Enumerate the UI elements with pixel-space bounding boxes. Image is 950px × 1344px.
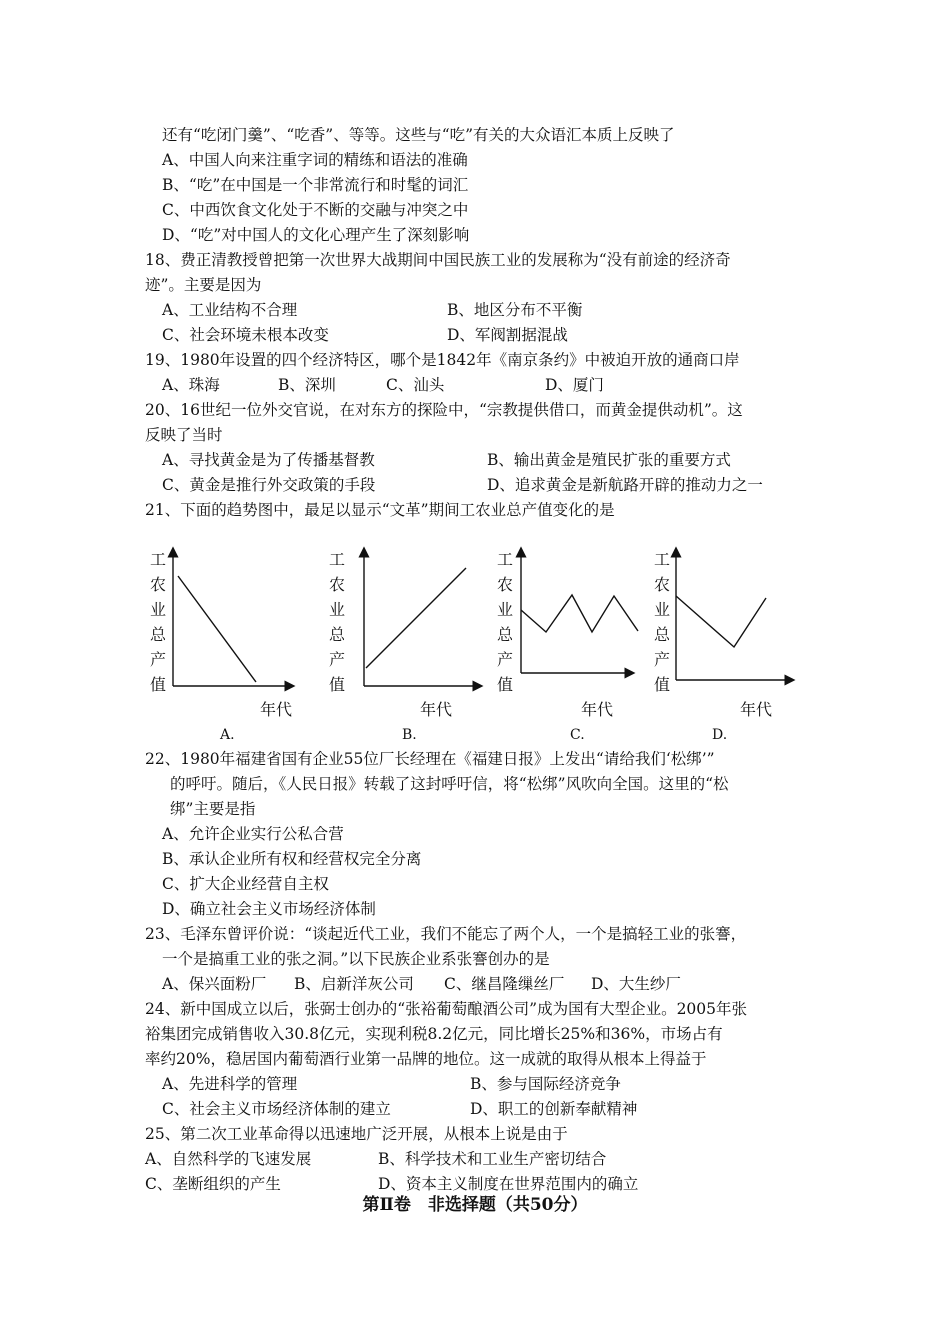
q19-stem: 19、1980年设置的四个经济特区，哪个是1842年《南京条约》中被迫开放的通商口岸 [145, 351, 740, 369]
q22-option-a[interactable]: A、允许企业实行公私合营 [162, 825, 344, 843]
chart-c-ylabel-char-4: 总 [497, 625, 514, 644]
chart-d-xlabel: 年代 [740, 700, 773, 719]
q23-option-b[interactable]: B、启新洋灰公司 [294, 975, 414, 993]
chart-b[interactable] [329, 550, 478, 743]
q18-option-d[interactable]: D、军阀割据混战 [447, 326, 568, 344]
q19-option-a[interactable]: A、珠海 [162, 376, 220, 394]
q19-option-b[interactable]: B、深圳 [278, 376, 336, 394]
chart-a-ylabel-char-1: 工 [150, 550, 167, 569]
q24-option-b[interactable]: B、参与国际经济竞争 [470, 1075, 621, 1093]
q22-option-d[interactable]: D、确立社会主义市场经济体制 [162, 900, 376, 918]
trend-charts [140, 540, 810, 745]
q20-option-b[interactable]: B、输出黄金是殖民扩张的重要方式 [487, 451, 731, 469]
q17-option-d[interactable]: D、“吃”对中国人的文化心理产生了深刻影响 [162, 226, 470, 244]
q22-stem-line2: 的呼吁。随后，《人民日报》转载了这封呼吁信，将“松绑”风吹向全国。这里的“松 [170, 775, 729, 793]
chart-a-series-line [178, 576, 256, 682]
chart-c-xlabel: 年代 [581, 700, 614, 719]
chart-d-ylabel-char-2: 农 [654, 575, 671, 594]
q24-stem-line2: 裕集团完成销售收入30.8亿元，实现利税8.2亿元，同比增长25%和36%，市场占有 [145, 1025, 723, 1043]
q24-stem-line1: 24、新中国成立以后，张弼士创办的“张裕葡萄酿酒公司”成为国有大型企业。2005年张 [145, 1000, 748, 1018]
q22-stem-line1: 22、1980年福建省国有企业55位厂长经理在《福建日报》上发出“请给我们‘松绑’” [145, 750, 715, 768]
q18-option-c[interactable]: C、社会环境未根本改变 [162, 326, 329, 344]
chart-c-ylabel-char-2: 农 [497, 575, 514, 594]
q20-option-a[interactable]: A、寻找黄金是为了传播基督教 [162, 451, 375, 469]
chart-a-label: A. [220, 727, 235, 743]
chart-c-series-line [521, 595, 638, 632]
chart-c-ylabel-char-6: 值 [497, 675, 514, 694]
chart-b-ylabel-char-4: 总 [329, 625, 346, 644]
chart-d-label: D. [712, 727, 728, 743]
q24-option-c[interactable]: C、社会主义市场经济体制的建立 [162, 1100, 391, 1118]
q25-stem: 25、第二次工业革命得以迅速地广泛开展，从根本上说是由于 [145, 1125, 568, 1143]
chart-a[interactable] [150, 550, 292, 743]
q18-option-a[interactable]: A、工业结构不合理 [162, 301, 298, 319]
q23-stem-line1: 23、毛泽东曾评价说：“谈起近代工业，我们不能忘了两个人，一个是搞轻工业的张謇， [145, 925, 747, 943]
chart-d-ylabel-char-4: 总 [654, 625, 671, 644]
chart-b-ylabel-char-1: 工 [329, 550, 346, 569]
q19-option-d[interactable]: D、厦门 [545, 376, 604, 394]
q19-option-c[interactable]: C、汕头 [386, 376, 445, 394]
chart-c-ylabel-char-3: 业 [497, 600, 514, 619]
chart-c-label: C. [570, 727, 585, 743]
chart-b-ylabel-char-3: 业 [329, 600, 346, 619]
chart-d-series-line [676, 596, 766, 647]
chart-d-ylabel-char-6: 值 [654, 675, 671, 694]
q17-stem-continuation: 还有“吃闭门羹”、“吃香”、等等。这些与“吃”有关的大众语汇本质上反映了 [162, 126, 675, 144]
chart-a-ylabel-char-2: 农 [150, 575, 167, 594]
q20-stem-line1: 20、16世纪一位外交官说，在对东方的探险中，“宗教提供借口，而黄金提供动机”。这 [145, 401, 743, 419]
chart-b-label: B. [402, 727, 417, 743]
q22-option-c[interactable]: C、扩大企业经营自主权 [162, 875, 329, 893]
section-title: 第Ⅱ卷 非选择题（共50分） [362, 1195, 588, 1215]
chart-c[interactable] [497, 550, 638, 743]
chart-a-ylabel-char-3: 业 [150, 600, 167, 619]
chart-c-ylabel-char-5: 产 [497, 650, 514, 669]
q22-option-b[interactable]: B、承认企业所有权和经营权完全分离 [162, 850, 422, 868]
chart-b-ylabel-char-5: 产 [329, 650, 346, 669]
q21-stem: 21、下面的趋势图中，最足以显示“文革”期间工农业总产值变化的是 [145, 501, 615, 519]
q17-option-c[interactable]: C、中西饮食文化处于不断的交融与冲突之中 [162, 201, 469, 219]
q17-option-b[interactable]: B、“吃”在中国是一个非常流行和时髦的词汇 [162, 176, 469, 194]
q18-stem-line2: 迹”。主要是因为 [145, 276, 262, 294]
chart-c-ylabel-char-1: 工 [497, 550, 514, 569]
chart-d-ylabel-char-1: 工 [654, 550, 671, 569]
chart-d[interactable] [654, 550, 790, 743]
q17-option-a[interactable]: A、中国人向来注重字词的精练和语法的准确 [162, 151, 468, 169]
q18-stem-line1: 18、费正清教授曾把第一次世界大战期间中国民族工业的发展称为“没有前途的经济奇 [145, 251, 731, 269]
chart-a-ylabel-char-5: 产 [150, 650, 167, 669]
q25-option-c[interactable]: C、垄断组织的产生 [145, 1175, 281, 1193]
q22-stem-line3: 绑”主要是指 [170, 800, 256, 818]
chart-d-ylabel-char-3: 业 [654, 600, 671, 619]
q23-option-a[interactable]: A、保兴面粉厂 [162, 975, 267, 993]
q24-option-a[interactable]: A、先进科学的管理 [162, 1075, 298, 1093]
chart-b-xlabel: 年代 [420, 700, 453, 719]
chart-a-ylabel-char-6: 值 [150, 675, 167, 694]
chart-b-ylabel-char-2: 农 [329, 575, 346, 594]
q23-option-d[interactable]: D、大生纱厂 [591, 975, 681, 993]
chart-d-ylabel-char-5: 产 [654, 650, 671, 669]
q20-option-c[interactable]: C、黄金是推行外交政策的手段 [162, 476, 376, 494]
chart-b-ylabel-char-6: 值 [329, 675, 346, 694]
q23-option-c[interactable]: C、继昌隆缫丝厂 [444, 975, 565, 993]
q20-option-d[interactable]: D、追求黄金是新航路开辟的推动力之一 [487, 476, 763, 494]
chart-b-series-line [366, 568, 466, 668]
q18-option-b[interactable]: B、地区分布不平衡 [447, 301, 583, 319]
q25-option-d[interactable]: D、资本主义制度在世界范围内的确立 [378, 1175, 639, 1193]
q24-option-d[interactable]: D、职工的创新奉献精神 [470, 1100, 638, 1118]
q24-stem-line3: 率约20%，稳居国内葡萄酒行业第一品牌的地位。这一成就的取得从根本上得益于 [145, 1050, 707, 1068]
q25-option-b[interactable]: B、科学技术和工业生产密切结合 [378, 1150, 607, 1168]
chart-a-ylabel-char-4: 总 [150, 625, 167, 644]
q20-stem-line2: 反映了当时 [145, 426, 223, 444]
q23-stem-line2: 一个是搞重工业的张之洞。”以下民族企业系张謇创办的是 [162, 950, 550, 968]
chart-a-xlabel: 年代 [260, 700, 293, 719]
q25-option-a[interactable]: A、自然科学的飞速发展 [145, 1150, 312, 1168]
